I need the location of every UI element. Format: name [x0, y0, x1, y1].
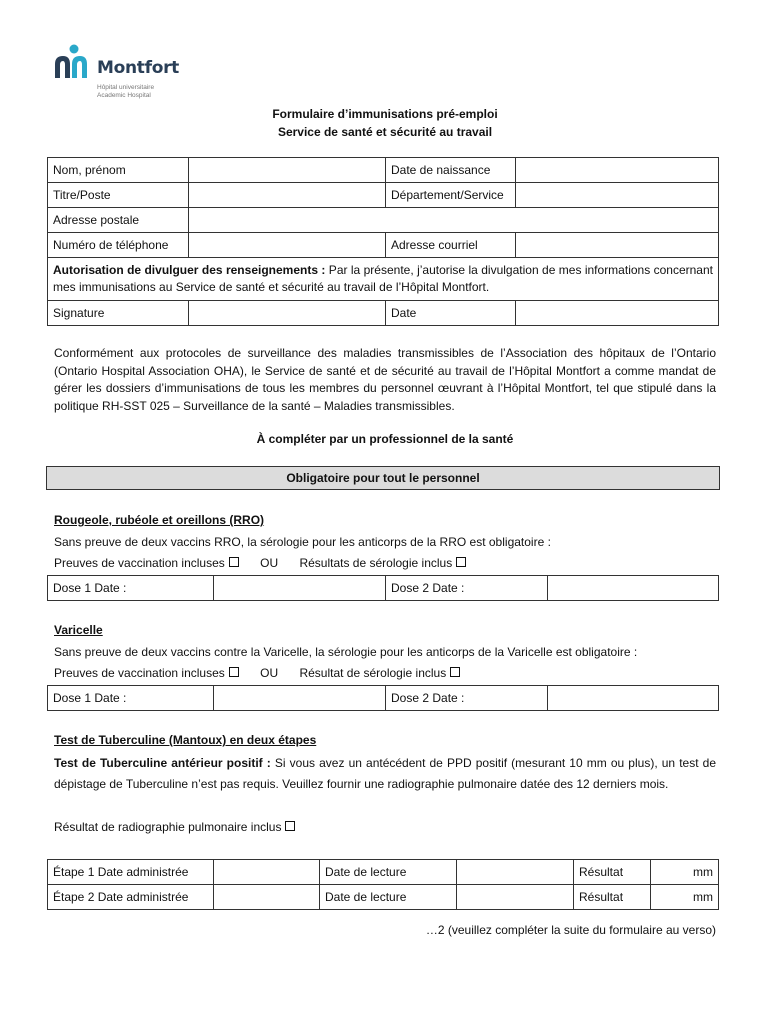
rro-or-label: OU — [260, 556, 279, 570]
birthdate-label: Date de naissance — [386, 158, 516, 183]
varicelle-proof-label: Preuves de vaccination incluses — [54, 666, 225, 680]
tb-step1-reading-label: Date de lecture — [320, 860, 457, 885]
rro-dose2-label: Dose 2 Date : — [386, 576, 548, 601]
form-subtitle: Service de santé et sécurité au travail — [277, 125, 493, 139]
rro-text: Sans preuve de deux vaccins RRO, la sérologie pour les anticorps de la RRO est obligatoire : — [54, 535, 551, 549]
varicelle-dose2-label: Dose 2 Date : — [386, 686, 548, 711]
phone-field[interactable] — [189, 233, 386, 258]
rro-proof-checkbox[interactable] — [229, 557, 239, 567]
logo-wordmark: Montfort — [97, 58, 180, 78]
tb-step2-result-field[interactable] — [651, 885, 719, 910]
department-field[interactable] — [516, 183, 719, 208]
varicelle-result-label: Résultat de sérologie inclus — [299, 666, 447, 680]
rro-proof-label: Preuves de vaccination incluses — [54, 556, 225, 570]
rro-dose-table — [47, 575, 719, 601]
tb-step1-result-field[interactable] — [651, 860, 719, 885]
tb-step2-label: Étape 2 Date administrée — [48, 885, 214, 910]
date-field[interactable] — [516, 301, 719, 326]
tb-step1-label: Étape 1 Date administrée — [48, 860, 214, 885]
varicelle-dose1-label: Dose 1 Date : — [48, 686, 214, 711]
tb-heading: Test de Tuberculine (Mantoux) en deux étapes — [54, 733, 317, 747]
tb-step1-date-field[interactable] — [214, 860, 320, 885]
signature-field[interactable] — [189, 301, 386, 326]
varicelle-dose1-field[interactable] — [214, 686, 386, 711]
tb-step2-date-field[interactable] — [214, 885, 320, 910]
varicelle-text: Sans preuve de deux vaccins contre la Varicelle, la sérologie pour les anticorps de la Varicelle est obligatoire : — [54, 645, 638, 659]
logo-subtitle-1: Hôpital universitaire — [97, 84, 155, 91]
tb-positive-text: Si vous avez un antécédent de PPD positif (mesurant 10 mm ou plus), un test de dépistage de Tuberculine n’est pas requis. Veuillez fournir une radiographie pulmonaire datée des 12 derniers mois. — [54, 756, 716, 791]
tb-positive-paragraph — [54, 753, 716, 795]
email-field[interactable] — [516, 233, 719, 258]
authorization-label: Autorisation de divulguer des renseignements : — [53, 263, 326, 277]
phone-label: Numéro de téléphone — [48, 233, 189, 258]
tb-step1-result-label: Résultat — [574, 860, 651, 885]
tb-step1-mm-unit: mm — [693, 865, 713, 879]
montfort-logo — [53, 44, 183, 108]
tb-step2-reading-label: Date de lecture — [320, 885, 457, 910]
rro-result-checkbox[interactable] — [456, 557, 466, 567]
title-label: Titre/Poste — [48, 183, 189, 208]
tb-xray-label: Résultat de radiographie pulmonaire inclus — [54, 820, 282, 834]
logo-subtitle-2: Academic Hospital — [97, 92, 151, 99]
department-label: Département/Service — [386, 183, 516, 208]
form-title: Formulaire d’immunisations pré-emploi — [272, 107, 498, 121]
varicelle-heading: Varicelle — [54, 623, 103, 637]
rro-checkbox-row — [54, 556, 466, 570]
tb-positive-label: Test de Tuberculine antérieur positif : — [54, 756, 271, 770]
varicelle-proof-checkbox[interactable] — [229, 667, 239, 677]
rro-heading: Rougeole, rubéole et oreillons (RRO) — [54, 513, 265, 527]
tb-step1-reading-field[interactable] — [457, 860, 574, 885]
rro-dose1-label: Dose 1 Date : — [48, 576, 214, 601]
authorization-text: Par la présente, j’autorise la divulgation de mes informations concernant mes immunisations au Service de santé et sécurité au travail de l’Hôpital Montfort. — [53, 263, 713, 294]
address-field[interactable] — [189, 208, 719, 233]
tb-step2-reading-field[interactable] — [457, 885, 574, 910]
tb-xray-checkbox[interactable] — [285, 821, 295, 831]
varicelle-or-label: OU — [260, 666, 279, 680]
professional-heading: À compléter par un professionnel de la santé — [256, 432, 514, 446]
mandatory-banner: Obligatoire pour tout le personnel — [46, 466, 720, 490]
title-field[interactable] — [189, 183, 386, 208]
personal-info-table — [47, 157, 719, 326]
continue-footer: …2 (veuillez compléter la suite du formulaire au verso) — [425, 923, 716, 937]
name-label: Nom, prénom — [48, 158, 189, 183]
birthdate-field[interactable] — [516, 158, 719, 183]
signature-label: Signature — [48, 301, 189, 326]
email-label: Adresse courriel — [386, 233, 516, 258]
varicelle-dose2-field[interactable] — [548, 686, 719, 711]
rro-result-label: Résultats de sérologie inclus — [299, 556, 453, 570]
address-label: Adresse postale — [48, 208, 189, 233]
tb-step2-result-label: Résultat — [574, 885, 651, 910]
rro-dose1-field[interactable] — [214, 576, 386, 601]
protocol-paragraph: Conformément aux protocoles de surveillance des maladies transmissibles de l’Association des hôpitaux de l’Ontario (Ontario Hospital Association OHA), le Service de santé et de sécurité au travail de l’Hôpital Montfort a comme mandat de gérer les dossiers d’immunisations de tous les membres du personnel œuvrant à l’Hôpital Montfort, tel que stipulé dans la politique RH-SST 025 – Surveillance de la santé – Maladies transmissibles. — [54, 346, 716, 413]
authorization-statement — [48, 258, 719, 301]
varicelle-result-checkbox[interactable] — [450, 667, 460, 677]
rro-dose2-field[interactable] — [548, 576, 719, 601]
varicelle-dose-table — [47, 685, 719, 711]
name-field[interactable] — [189, 158, 386, 183]
date-label: Date — [386, 301, 516, 326]
tb-xray-row — [54, 820, 295, 834]
tb-step2-mm-unit: mm — [693, 890, 713, 904]
tb-steps-table — [47, 859, 719, 910]
montfort-logo-icon — [53, 44, 95, 84]
varicelle-checkbox-row — [54, 666, 460, 680]
